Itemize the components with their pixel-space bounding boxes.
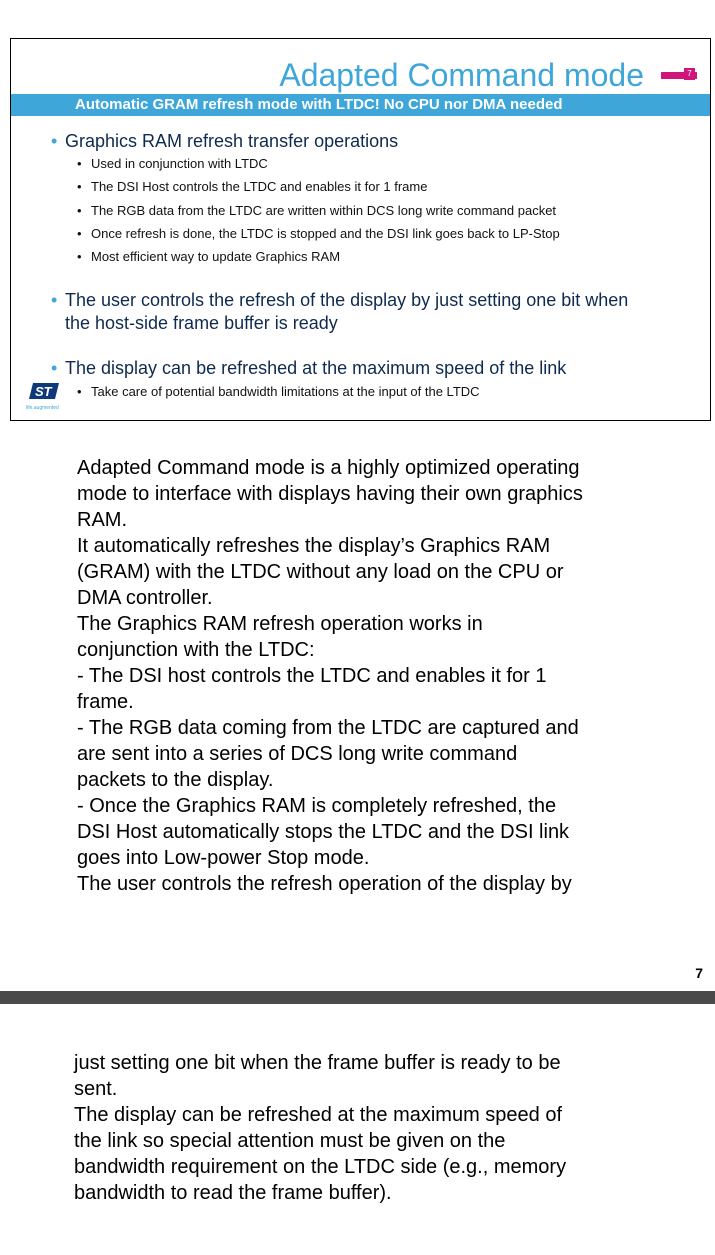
notes-line: The Graphics RAM refresh operation works in	[77, 613, 483, 635]
logo-tagline: life.augmented	[26, 405, 59, 411]
notes-line: RAM.	[77, 509, 127, 531]
sub-bullet-text: Most efficient way to update Graphics RAM	[91, 249, 341, 264]
notes-line: - The RGB data coming from the LTDC are captured and	[77, 717, 579, 739]
slide-banner	[11, 94, 710, 116]
notes-line: packets to the display.	[77, 769, 274, 791]
sub-bullet-dot: •	[77, 179, 82, 194]
bullet-2-text-line1: The user controls the refresh of the display by just setting one bit when	[65, 290, 629, 310]
notes-line: DSI Host automatically stops the LTDC and the DSI link	[77, 821, 570, 843]
page-divider	[0, 991, 715, 1004]
notes-line: - The DSI host controls the LTDC and enables it for 1	[77, 665, 547, 687]
sub-bullet-text: The DSI Host controls the LTDC and enables it for 1 frame	[91, 179, 428, 194]
notes-line: goes into Low-power Stop mode.	[77, 847, 370, 869]
notes-line: the link so special attention must be given on the	[74, 1130, 506, 1152]
bullet-dot: •	[51, 358, 58, 378]
notes-line: It automatically refreshes the display’s Graphics RAM	[77, 535, 551, 557]
notes-line: just setting one bit when the frame buffer is ready to be	[74, 1052, 561, 1074]
slide-page-tag: 7	[684, 68, 695, 80]
bullet-1-text: Graphics RAM refresh transfer operations	[65, 131, 399, 151]
st-logo-icon	[29, 381, 59, 401]
sub-bullet-dot: •	[77, 249, 82, 264]
bullet-2-text-line2: the host-side frame buffer is ready	[65, 313, 338, 333]
page-number: 7	[695, 965, 703, 981]
svg-text:ST: ST	[35, 384, 52, 399]
notes-line: Adapted Command mode is a highly optimized operating	[77, 457, 580, 479]
notes-bottom	[74, 1050, 664, 1206]
notes-line: bandwidth to read the frame buffer).	[74, 1182, 392, 1204]
sub-bullet-dot: •	[77, 384, 82, 399]
sub-bullet-text: Used in conjunction with LTDC	[91, 156, 268, 171]
notes-line: - Once the Graphics RAM is completely refreshed, the	[77, 795, 557, 817]
bullet-3-text: The display can be refreshed at the maximum speed of the link	[65, 358, 567, 378]
notes-line: (GRAM) with the LTDC without any load on the CPU or	[77, 561, 564, 583]
sub-bullet-text: Take care of potential bandwidth limitations at the input of the LTDC	[91, 384, 480, 399]
bullet-dot: •	[51, 290, 58, 310]
sub-bullet-text: Once refresh is done, the LTDC is stopped and the DSI link goes back to LP-Stop	[91, 226, 560, 241]
notes-line: bandwidth requirement on the LTDC side (e.g., memory	[74, 1156, 567, 1178]
banner-text: Automatic GRAM refresh mode with LTDC! No CPU nor DMA needed	[75, 96, 563, 113]
notes-line: The user controls the refresh operation of the display by	[77, 873, 572, 895]
bullet-dot: •	[51, 131, 58, 151]
sub-bullet-text: The RGB data from the LTDC are written within DCS long write command packet	[91, 203, 557, 218]
notes-top	[77, 455, 667, 897]
slide-frame	[10, 38, 711, 421]
notes-line: frame.	[77, 691, 134, 713]
notes-line: mode to interface with displays having their own graphics	[77, 483, 583, 505]
sub-bullet-dot: •	[77, 156, 82, 171]
sub-bullet-dot: •	[77, 226, 82, 241]
slide-title: Adapted Command mode	[279, 57, 644, 93]
notes-line: sent.	[74, 1078, 118, 1100]
notes-line: The display can be refreshed at the maximum speed of	[74, 1104, 563, 1126]
notes-line: conjunction with the LTDC:	[77, 639, 315, 661]
notes-line: DMA controller.	[77, 587, 213, 609]
sub-bullet-dot: •	[77, 203, 82, 218]
notes-line: are sent into a series of DCS long write command	[77, 743, 518, 765]
